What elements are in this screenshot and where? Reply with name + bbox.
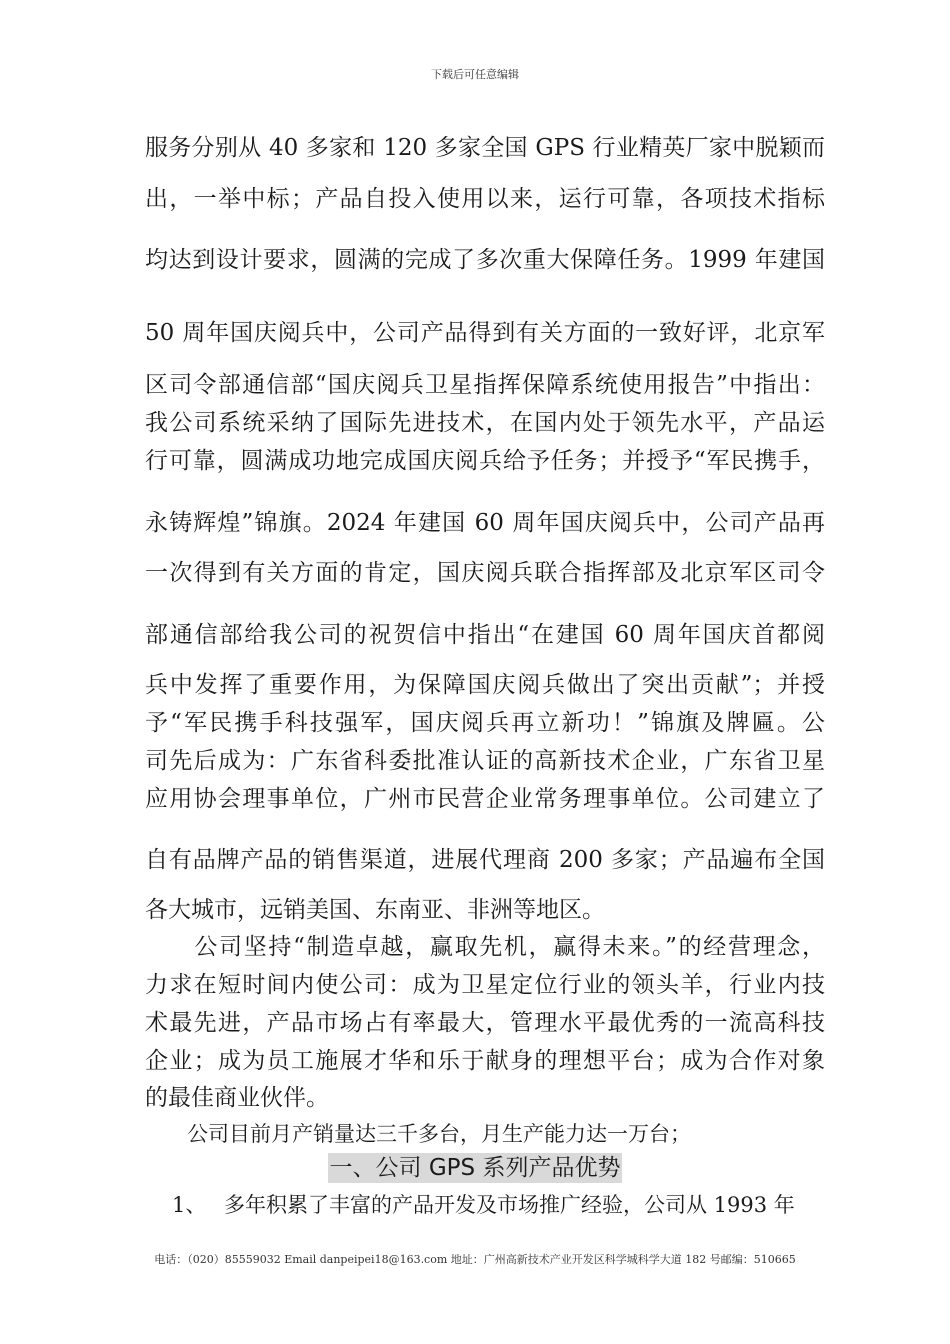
- list-item-number: 1、: [172, 1193, 207, 1217]
- body-line: 服务分别从 40 多家和 120 多家全国 GPS 行业精英厂家中脱颖而: [145, 135, 825, 161]
- body-line: 应用协会理事单位，广州市民营企业常务理事单位。公司建立了: [145, 786, 825, 812]
- body-line: 公司目前月产销量达三千多台，月生产能力达一万台；: [145, 1122, 691, 1146]
- body-line: 企业；成为员工施展才华和乐于献身的理想平台；成为合作对象: [145, 1048, 825, 1074]
- body-line: 各大城市，远销美国、东南亚、非洲等地区。: [145, 897, 605, 923]
- page-footer: 电话：（020）85559032 Email danpeipei18@163.com 地址：广州高新技术产业开发区科学城科学大道 182 号邮编：510665: [154, 1253, 796, 1266]
- section-heading-wrap: [0, 1153, 950, 1183]
- list-item-text: 多年积累了丰富的产品开发及市场推广经验，公司从 1993 年: [224, 1193, 795, 1217]
- body-line: 的最佳商业伙伴。: [145, 1085, 329, 1111]
- body-line: 我公司系统采纳了国际先进技术，在国内处于领先水平，产品运: [145, 410, 825, 436]
- body-line: 行可靠，圆满成功地完成国庆阅兵给予任务；并授予“军民携手，: [145, 448, 825, 474]
- body-line: 区司令部通信部“国庆阅兵卫星指挥保障系统使用报告”中指出：: [145, 372, 825, 398]
- body-line: 司先后成为：广东省科委批准认证的高新技术企业，广东省卫星: [145, 748, 825, 774]
- body-line: 自有品牌产品的销售渠道，进展代理商 200 多家；产品遍布全国: [145, 847, 825, 873]
- section-heading: 一、公司 GPS 系列产品优势: [329, 1155, 621, 1181]
- body-line: 部通信部给我公司的祝贺信中指出“在建国 60 周年国庆首都阅: [145, 622, 825, 648]
- body-line: 予“军民携手科技强军，国庆阅兵再立新功！”锦旗及牌匾。公: [145, 710, 825, 736]
- body-line: 术最先进，产品市场占有率最大，管理水平最优秀的一流高科技: [145, 1010, 825, 1036]
- body-line: 均达到设计要求，圆满的完成了多次重大保障任务。1999 年建国: [145, 247, 825, 273]
- body-line: 一次得到有关方面的肯定，国庆阅兵联合指挥部及北京军区司令: [145, 560, 825, 586]
- list-item: [172, 1190, 824, 1220]
- body-line: 公司坚持“制造卓越，赢取先机，赢得未来。”的经营理念，: [145, 934, 825, 960]
- body-line: 永铸辉煌”锦旗。2024 年建国 60 周年国庆阅兵中，公司产品再: [145, 510, 825, 536]
- body-line: 50 周年国庆阅兵中，公司产品得到有关方面的一致好评，北京军: [145, 320, 825, 346]
- body-line: 力求在短时间内使公司：成为卫星定位行业的领头羊，行业内技: [145, 972, 825, 998]
- body-line: 出，一举中标；产品自投入使用以来，运行可靠，各项技术指标: [145, 186, 825, 212]
- page-header: 下载后可任意编辑: [431, 68, 519, 81]
- body-line: 兵中发挥了重要作用，为保障国庆阅兵做出了突出贡献”；并授: [145, 672, 825, 698]
